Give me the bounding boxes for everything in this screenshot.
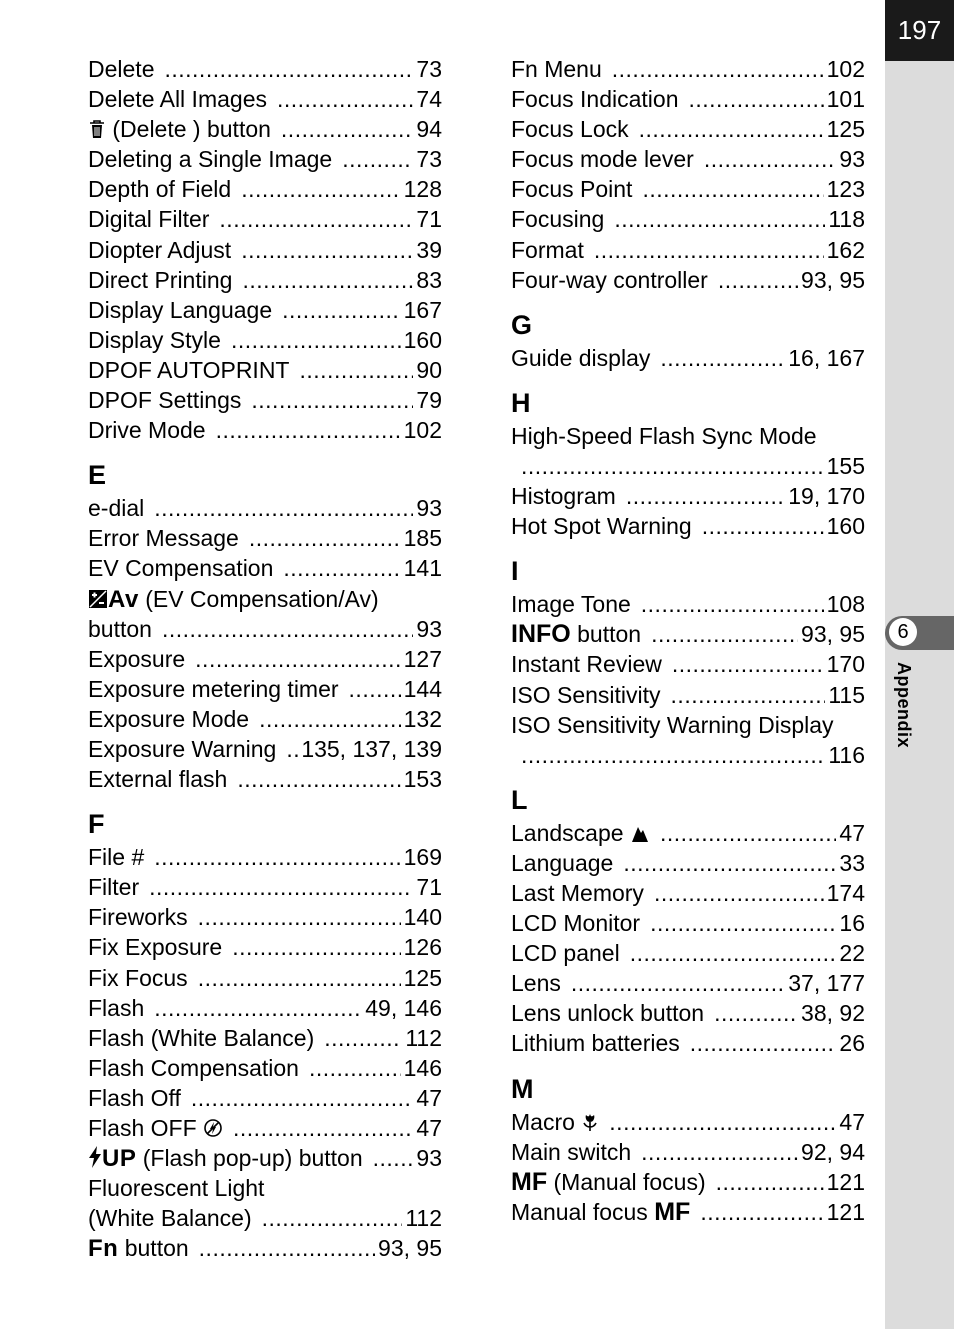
leader-dots	[277, 84, 413, 114]
entry-page: 26	[839, 1030, 865, 1057]
entry-page: 141	[403, 555, 442, 582]
entry-label: e-dial	[88, 495, 145, 522]
index-entry	[88, 993, 442, 1023]
landscape-icon	[630, 823, 650, 843]
index-entry	[88, 1083, 442, 1113]
leader-dots	[199, 1233, 375, 1263]
leader-dots	[671, 680, 826, 710]
index-entry	[88, 1233, 442, 1263]
leader-dots	[309, 1053, 401, 1083]
leader-dots	[286, 734, 298, 764]
leader-dots	[191, 1083, 414, 1113]
index-entry	[88, 235, 442, 265]
section-heading-i: I	[511, 556, 519, 587]
index-entry	[511, 421, 865, 451]
leader-dots	[324, 1023, 402, 1053]
leader-dots	[660, 818, 836, 848]
flash-up-symbol: UP	[102, 1145, 137, 1173]
entry-label: (Delete ) button	[112, 116, 271, 143]
index-entry	[511, 938, 865, 968]
leader-dots	[654, 878, 824, 908]
index-entry	[511, 235, 865, 265]
entry-label: button	[124, 1235, 189, 1262]
section-heading-m: M	[511, 1073, 534, 1104]
entry-label: Digital Filter	[88, 206, 210, 233]
leader-dots	[281, 114, 413, 144]
entry-page: 170	[826, 651, 865, 678]
index-entry	[511, 619, 865, 649]
index-entry	[88, 902, 442, 932]
index-entry	[88, 764, 442, 794]
index-entry	[88, 523, 442, 553]
leader-dots	[259, 704, 401, 734]
entry-page: 93, 95	[378, 1235, 442, 1262]
index-entry	[511, 511, 865, 541]
leader-dots	[630, 938, 837, 968]
entry-page: 101	[826, 86, 865, 113]
entry-page: 169	[403, 844, 442, 871]
leader-dots	[249, 523, 401, 553]
leader-dots	[219, 204, 413, 234]
chapter-title: Appendix	[894, 662, 914, 749]
leader-dots	[154, 493, 413, 523]
index-entry	[88, 842, 442, 872]
index-entry	[88, 114, 442, 144]
entry-page: 92, 94	[801, 1138, 865, 1165]
entry-label: (EV Compensation/Av)	[145, 585, 379, 612]
index-entry	[88, 614, 442, 644]
entry-page: 93	[416, 615, 442, 642]
fn-symbol: Fn	[88, 1235, 119, 1263]
entry-page: 112	[405, 1024, 442, 1051]
index-entry	[88, 295, 442, 325]
section-heading-e: E	[88, 460, 107, 491]
index-entry	[511, 84, 865, 114]
entry-label: Flash (White Balance)	[88, 1024, 315, 1051]
entry-label: DPOF Settings	[88, 387, 242, 414]
leader-dots	[216, 415, 401, 445]
leader-dots	[716, 1167, 824, 1197]
leader-dots	[714, 998, 798, 1028]
section-heading-g: G	[511, 309, 533, 340]
entry-label: Lens	[511, 970, 561, 997]
index-group-e-continued	[88, 644, 442, 794]
index-entry	[88, 1023, 442, 1053]
leader-dots	[641, 1137, 798, 1167]
entry-page: 39	[416, 236, 442, 263]
index-entry	[511, 818, 865, 848]
entry-label: Fluorescent Light	[88, 1175, 265, 1202]
index-entry	[88, 584, 442, 614]
index-entry	[511, 204, 865, 234]
mf-symbol: MF	[654, 1197, 691, 1226]
entry-label: Last Memory	[511, 879, 644, 906]
leader-dots	[154, 993, 362, 1023]
entry-label: Flash Compensation	[88, 1054, 299, 1081]
entry-label: Lithium batteries	[511, 1030, 680, 1057]
entry-page: 19, 170	[788, 483, 865, 510]
entry-label: Display Language	[88, 296, 273, 323]
entry-label: Exposure	[88, 645, 186, 672]
leader-dots	[233, 1113, 413, 1143]
leader-dots	[149, 872, 413, 902]
leader-dots	[702, 511, 824, 541]
entry-label: ISO Sensitivity	[511, 681, 661, 708]
index-entry	[511, 451, 865, 481]
leader-dots	[282, 295, 400, 325]
entry-label: Exposure Warning	[88, 735, 277, 762]
index-entry	[511, 878, 865, 908]
index-entry	[88, 932, 442, 962]
index-entry	[511, 968, 865, 998]
index-entry	[511, 144, 865, 174]
index-entry	[511, 848, 865, 878]
index-group-h	[511, 481, 865, 541]
entry-page: 121	[826, 1168, 865, 1195]
entry-page: 162	[826, 236, 865, 263]
entry-page: 127	[403, 645, 442, 672]
entry-label: Drive Mode	[88, 417, 206, 444]
entry-label: Manual focus	[511, 1198, 648, 1225]
index-entry	[511, 114, 865, 144]
chapter-number-badge	[889, 618, 917, 646]
index-entry	[511, 649, 865, 679]
section-heading-h: H	[511, 387, 531, 418]
entry-page: 102	[403, 417, 442, 444]
entry-page: 93, 95	[801, 621, 865, 648]
index-entry	[88, 1203, 442, 1233]
index-group-i-continued	[511, 649, 865, 709]
index-entry	[511, 481, 865, 511]
entry-page: 33	[839, 849, 865, 876]
leader-dots	[571, 968, 785, 998]
index-entry	[88, 415, 442, 445]
leader-dots	[700, 1197, 823, 1227]
entry-page: 146	[403, 1054, 442, 1081]
entry-label: EV Compensation	[88, 555, 274, 582]
leader-dots	[231, 325, 401, 355]
leader-dots	[660, 343, 785, 373]
entry-page: 118	[828, 206, 865, 233]
leader-dots	[164, 54, 413, 84]
section-heading-l: L	[511, 784, 528, 815]
leader-dots	[704, 144, 837, 174]
index-entry	[88, 265, 442, 295]
entry-label: Macro	[511, 1108, 575, 1135]
index-entry	[88, 704, 442, 734]
page-number	[885, 0, 954, 61]
entry-label: Language	[511, 849, 614, 876]
entry-page: 16	[839, 910, 865, 937]
index-entry	[88, 553, 442, 583]
leader-dots	[154, 842, 400, 872]
leader-dots	[242, 265, 413, 295]
entry-page: 83	[416, 266, 442, 293]
av-symbol: Av	[108, 585, 139, 613]
entry-page: 47	[416, 1084, 442, 1111]
leader-dots	[241, 235, 413, 265]
index-entry	[88, 1053, 442, 1083]
entry-label: Landscape	[511, 819, 624, 846]
leader-dots	[614, 204, 825, 234]
leader-dots	[651, 619, 798, 649]
index-group-f-continued	[511, 54, 865, 295]
entry-label: Fix Focus	[88, 964, 188, 991]
entry-page: 93	[416, 1145, 442, 1172]
mf-symbol: MF	[511, 1167, 548, 1196]
entry-label: Depth of Field	[88, 176, 232, 203]
index-entry	[511, 1028, 865, 1058]
macro-flower-icon	[581, 1112, 599, 1132]
entry-label: Hot Spot Warning	[511, 513, 692, 540]
entry-label: Focusing	[511, 206, 605, 233]
entry-label: DPOF AUTOPRINT	[88, 356, 290, 383]
entry-page: 74	[416, 86, 442, 113]
index-entry	[88, 325, 442, 355]
entry-label: (Flash pop-up) button	[142, 1145, 363, 1172]
entry-page: 167	[403, 296, 442, 323]
index-entry	[88, 144, 442, 174]
entry-label: Display Style	[88, 326, 221, 353]
leader-dots	[349, 674, 401, 704]
index-entry	[88, 674, 442, 704]
entry-label: Delete All Images	[88, 86, 267, 113]
leader-dots	[639, 114, 824, 144]
entry-page: 153	[403, 766, 442, 793]
index-entry	[511, 1197, 865, 1227]
leader-dots	[342, 144, 413, 174]
leader-dots	[198, 902, 401, 932]
index-entry	[88, 644, 442, 674]
index-entry	[88, 1173, 442, 1203]
index-entry	[88, 1113, 442, 1143]
entry-page: 115	[828, 681, 865, 708]
entry-page: 93, 95	[801, 266, 865, 293]
entry-label: ISO Sensitivity Warning Display	[511, 711, 834, 738]
chapter-number-text: 6	[897, 620, 909, 643]
index-entry	[511, 740, 865, 770]
entry-page: 37, 177	[788, 970, 865, 997]
entry-page: 47	[416, 1115, 442, 1141]
index-entry	[88, 963, 442, 993]
entry-label: button	[88, 615, 152, 642]
entry-page: 144	[403, 675, 442, 702]
leader-dots	[195, 644, 400, 674]
entry-page: 128	[403, 176, 442, 203]
leader-dots	[718, 265, 798, 295]
index-entry	[88, 84, 442, 114]
entry-page: 93	[416, 495, 442, 522]
entry-page: 47	[839, 1108, 865, 1135]
leader-dots	[198, 963, 401, 993]
leader-dots	[650, 908, 836, 938]
index-group-d	[88, 54, 442, 445]
entry-page: 140	[403, 904, 442, 931]
entry-page: 90	[416, 356, 442, 383]
section-heading-f: F	[88, 809, 105, 840]
index-entry	[88, 385, 442, 415]
entry-label: Fix Exposure	[88, 934, 223, 961]
entry-page: 174	[826, 879, 865, 906]
entry-page: 93	[839, 146, 865, 173]
entry-page: 160	[826, 513, 865, 540]
index-entry	[88, 872, 442, 902]
leader-dots	[283, 553, 400, 583]
entry-label: Exposure Mode	[88, 705, 250, 732]
entry-label: Focus Indication	[511, 86, 679, 113]
entry-page: 123	[826, 176, 865, 203]
leader-dots	[690, 1028, 837, 1058]
entry-label: Focus mode lever	[511, 146, 694, 173]
entry-page: 22	[839, 940, 865, 967]
entry-label: LCD panel	[511, 940, 620, 967]
entry-page: 108	[826, 591, 865, 618]
leader-dots	[688, 84, 823, 114]
leader-dots	[162, 614, 413, 644]
index-entry	[511, 1107, 865, 1137]
leader-dots	[232, 932, 400, 962]
entry-page: 160	[403, 326, 442, 353]
entry-label: LCD Monitor	[511, 910, 641, 937]
entry-label: Main switch	[511, 1138, 632, 1165]
index-group-i	[511, 589, 865, 619]
entry-label: Exposure metering timer	[88, 675, 339, 702]
index-entry	[511, 998, 865, 1028]
entry-label: External flash	[88, 766, 228, 793]
entry-label: Delete	[88, 56, 155, 82]
entry-label: Direct Printing	[88, 266, 233, 293]
entry-page: 132	[403, 705, 442, 732]
index-entry	[511, 54, 865, 84]
entry-label: Lens unlock button	[511, 1000, 705, 1027]
index-entry	[88, 493, 442, 523]
index-entry	[511, 710, 865, 740]
index-entry	[88, 734, 442, 764]
leader-dots	[641, 589, 824, 619]
ev-compensation-icon	[88, 589, 108, 609]
entry-page: 94	[416, 116, 442, 143]
entry-label: Histogram	[511, 483, 616, 510]
leader-dots	[262, 1203, 403, 1233]
leader-dots	[626, 481, 785, 511]
entry-page: 185	[403, 525, 442, 552]
entry-label: Instant Review	[511, 651, 662, 678]
entry-label: Flash Off	[88, 1084, 181, 1111]
entry-label: Diopter Adjust	[88, 236, 232, 263]
index-group-l	[511, 848, 865, 1059]
entry-page: 49, 146	[365, 994, 442, 1021]
entry-page: 47	[839, 819, 865, 846]
trash-icon	[88, 119, 106, 139]
entry-label: Image Tone	[511, 591, 631, 618]
entry-page: 155	[826, 452, 865, 479]
entry-page: 79	[416, 387, 442, 414]
leader-dots	[623, 848, 836, 878]
index-entry	[511, 343, 865, 373]
leader-dots	[594, 235, 824, 265]
entry-label: Fn Menu	[511, 56, 602, 82]
index-column-right	[511, 54, 865, 1227]
entry-label: Flash	[88, 994, 145, 1021]
entry-page: 73	[416, 56, 442, 82]
entry-page: 125	[826, 116, 865, 143]
entry-page: 38, 92	[801, 1000, 865, 1027]
entry-label: File #	[88, 844, 145, 871]
index-column-left	[88, 54, 442, 1263]
leader-dots	[672, 649, 824, 679]
entry-label: Flash OFF	[88, 1115, 197, 1141]
index-entry	[88, 204, 442, 234]
entry-page: 126	[403, 934, 442, 961]
entry-page: 71	[416, 206, 442, 233]
index-group-e	[88, 493, 442, 583]
entry-page: 73	[416, 146, 442, 173]
index-group-f	[88, 842, 442, 1113]
entry-label: Focus Lock	[511, 116, 629, 143]
page-number-text: 197	[897, 15, 942, 45]
entry-page: 16, 167	[788, 344, 865, 371]
leader-dots	[521, 740, 825, 770]
entry-page: 102	[826, 56, 865, 82]
index-entry	[88, 54, 442, 84]
index-entry	[511, 680, 865, 710]
leader-dots	[373, 1143, 414, 1173]
entry-label: Four-way controller	[511, 266, 708, 293]
entry-page: 112	[405, 1205, 442, 1232]
entry-label: Fireworks	[88, 904, 188, 931]
flash-icon	[88, 1146, 102, 1168]
entry-label: (Manual focus)	[553, 1168, 706, 1195]
entry-label: (White Balance)	[88, 1205, 252, 1232]
leader-dots	[237, 764, 400, 794]
entry-label: Error Message	[88, 525, 239, 552]
index-entry	[511, 589, 865, 619]
entry-label: Format	[511, 236, 584, 263]
leader-dots	[642, 174, 823, 204]
entry-page: 71	[416, 874, 442, 901]
entry-label: Deleting a Single Image	[88, 146, 333, 173]
entry-label: button	[577, 621, 642, 648]
index-group-g	[511, 343, 865, 373]
index-entry	[511, 265, 865, 295]
index-entry	[511, 174, 865, 204]
leader-dots	[300, 355, 414, 385]
index-entry	[88, 174, 442, 204]
leader-dots	[612, 54, 824, 84]
index-entry	[511, 908, 865, 938]
index-entry	[88, 1143, 442, 1173]
leader-dots	[241, 174, 400, 204]
entry-page: 116	[828, 741, 865, 768]
flash-off-icon	[203, 1118, 223, 1138]
info-symbol: INFO	[511, 620, 571, 649]
entry-page: 135, 137, 139	[301, 735, 442, 762]
entry-label: Focus Point	[511, 176, 633, 203]
entry-page: 121	[826, 1198, 865, 1225]
entry-label: Guide display	[511, 344, 651, 371]
index-entry	[511, 1137, 865, 1167]
entry-label: Filter	[88, 874, 140, 901]
index-entry	[511, 1167, 865, 1197]
leader-dots	[609, 1107, 836, 1137]
index-entry	[88, 355, 442, 385]
entry-label: High-Speed Flash Sync Mode	[511, 422, 817, 449]
leader-dots	[251, 385, 413, 415]
leader-dots	[521, 451, 824, 481]
entry-page: 125	[403, 964, 442, 991]
